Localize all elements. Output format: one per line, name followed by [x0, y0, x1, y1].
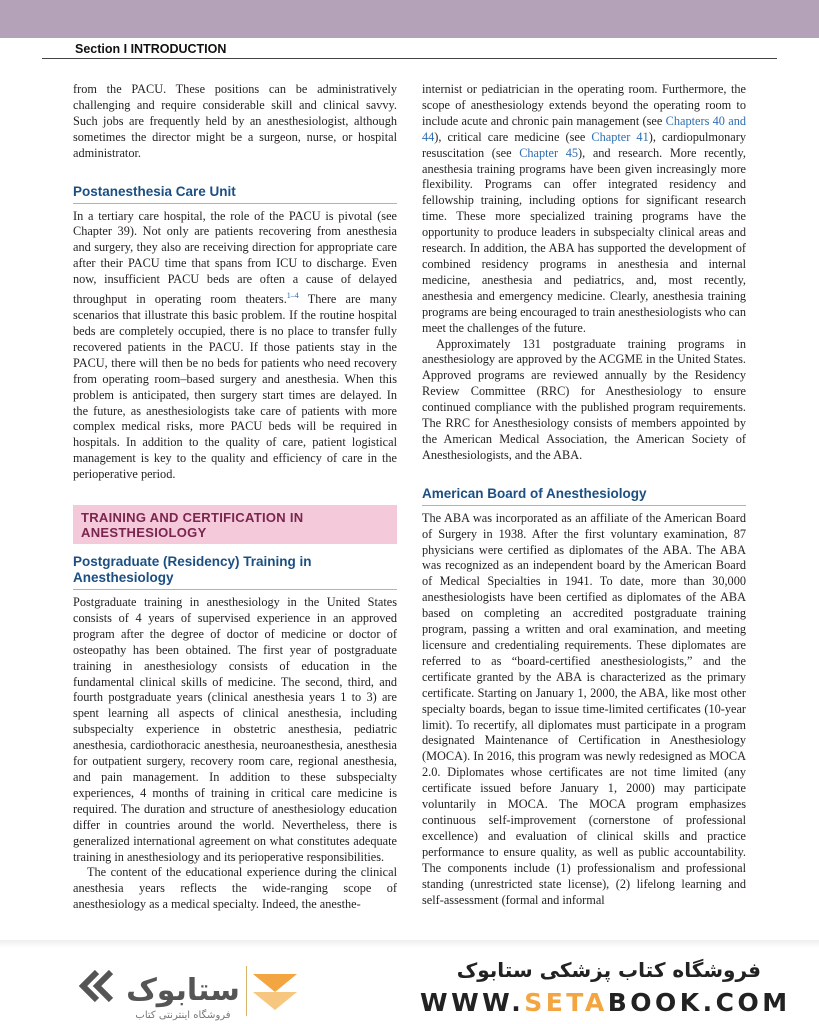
- section-header-rule: [42, 58, 777, 59]
- url-suffix: BOOK.COM: [607, 988, 791, 1017]
- url-prefix: WWW.: [420, 988, 525, 1017]
- residency-heading-rule: [73, 589, 397, 590]
- scope-text-b: ), critical care medicine (see: [434, 129, 592, 144]
- aba-heading-rule: [422, 505, 746, 506]
- left-column: [73, 82, 397, 913]
- training-banner: TRAINING AND CERTIFICATION IN ANESTHESIOLOGY: [73, 505, 397, 544]
- footer-fade: [0, 940, 819, 948]
- residency-paragraph-1: Postgraduate training in anesthesiology in the United States consists of 4 years of supervised experience in an approved program after the degree of doctor of medicine or doctor of osteopathy has been obtained. The first year of postgraduate training in anesthesiology consists of education in the fundamental clinical skills of medicine. The second, third, and fourth postgraduate years (clinical anesthesia years 1 to 3) are spent learning all aspects of clinical anesthesia, including subspecialty experience in obstetric anesthesia, pediatric anesthesia, cardiothoracic anesthesia, neuroanesthesia, anesthesia for outpatient surgery, recovery room care, regional anesthesia, and pain management. In addition to these subspecialty experiences, 4 months of training in critical care medicine is required. The duration and structure of anesthesiology education differ in countries around the world. Nevertheless, there is generalized international agreement on what constitutes adequate training in anesthesiology and its perioperative responsibilities.: [73, 595, 397, 864]
- logo-tagline: فروشگاه اینترنتی کتاب: [135, 1010, 231, 1021]
- store-url-link[interactable]: [420, 988, 791, 1017]
- top-color-band: [0, 0, 819, 38]
- chapter-41-link[interactable]: Chapter 41: [591, 129, 649, 144]
- pacu-heading: Postanesthesia Care Unit: [73, 183, 236, 199]
- chevron-left-icon: [83, 972, 111, 1000]
- aba-heading: American Board of Anesthesiology: [422, 485, 647, 501]
- pacu-text-a: In a tertiary care hospital, the role of the PACU is pivotal (see Chapter 39). Not only are patients recovering from anesthesia and surgery, they also are receiving direction for appropriate care after their PACU time that spans from ICU to discharge. Even now, insufficient PACU beds are often a cause of delayed throughput in operating room theaters.: [73, 208, 397, 307]
- right-column: [422, 82, 746, 908]
- scope-paragraph: [422, 82, 746, 337]
- logo-wordmark: ستابوک: [126, 973, 240, 1008]
- scope-text-c: ), cardiopulmonary resuscitation (see: [422, 129, 746, 160]
- programs-paragraph: Approximately 131 postgraduate training programs in anesthesiology are approved by the ACGME in the United States. Approved programs are reviewed annually by the Residency Review Committee (RRC) for Anesthesiology to ensure continued compliance with the published program requirements. The RRC for Anesthesiology consists of members appointed by the American Medical Association, the American Society of Anesthesiologists, and the ABA.: [422, 336, 746, 462]
- pacu-reference-link[interactable]: 1–4: [286, 291, 299, 301]
- logo-divider: [246, 966, 247, 1016]
- chevron-down-icon: [253, 974, 297, 1010]
- aba-paragraph: The ABA was incorporated as an affiliate of the American Board of Surgery in 1938. After the first voluntary examination, 87 physicians were certified as diplomates of the ABA. The ABA was recognized as an independent board by the American Board of Medical Specialties in 1941. To date, more than 30,000 anesthesiologists have been certified as diplomates of the ABA based on completing an accredited postgraduate training program, passing a written and oral examination, and meeting licensure and credentialing requirements. These diplomates are referred to as “board-certified anesthesiologists,” and the certificate granted by the ABA is characterized as the primary certificate. Starting on January 1, 2000, the ABA, like most other specialty boards, began to issue time-limited certificates (10-year limit). To recertify, all diplomates must participate in a program designated Maintenance of Certification in Anesthesiology (MOCA). In 2016, this program was newly redesigned as MOCA 2.0. Diplomates whose certificates are not time limited (any certificate issued before January 1, 2000) may participate voluntarily in MOCA. The MOCA program emphasizes continuous self-improvement (cornerstone of professional excellence) and evaluation of clinical skills and practice performance to ensure quality, as well as public accountability. The components include (1) professionalism and professional standing (unrestricted state license), (2) lifelong learning and self-assessment (formal and informal: [422, 510, 746, 907]
- setabook-logo: [75, 962, 315, 1022]
- scope-text-a: internist or pediatrician in the operating room. Furthermore, the scope of anesthesiology extends beyond the operating room to include acute and chronic pain management (see: [422, 82, 746, 128]
- residency-heading: Postgraduate (Residency) Training in Anesthesiology: [73, 554, 312, 586]
- section-header: Section I INTRODUCTION: [75, 42, 227, 56]
- pacu-heading-rule: [73, 203, 397, 204]
- pacu-text-b: There are many scenarios that illustrate this basic problem. If the routine hospital beds are completely occupied, there is no place to transfer fully recovered patients in the PACU. If those patients stay in the PACU, there will then be no beds for patients who need recovery from operating room–based surgery and anesthesia. When this problem is anticipated, then surgery start times are delayed. In the future, as anesthesiologists take care of patients with more complex medical risks, more PACU beds will be required in hospitals. In addition to the quality of care, patient logistical management is key to the quality and efficiency of care in the perioperative period.: [73, 292, 397, 482]
- chapter-45-link[interactable]: Chapter 45: [519, 145, 579, 160]
- intro-paragraph: from the PACU. These positions can be administratively challenging and require considerable skill and clinical savvy. Such jobs are frequently held by an anesthesiologist, although sometimes the director might be a surgeon, nurse, or hospital administrator.: [73, 82, 397, 160]
- pacu-paragraph: [73, 209, 397, 484]
- residency-paragraph-2: The content of the educational experience during the clinical anesthesia years reflects the wide-ranging scope of anesthesiology as a medical specialty. Indeed, the anesthe-: [73, 865, 397, 912]
- url-highlight: SETA: [524, 988, 608, 1017]
- store-name: فروشگاه کتاب پزشکی ستابوک: [456, 958, 761, 982]
- chapters-40-44-link[interactable]: Chapters 40 and 44: [422, 113, 746, 144]
- scope-text-d: ), and research. More recently, anesthesia training programs have been given increasingly more flexibility. Programs can offer integrated residency and fellowship training, including options for significant research time. These more specialized training programs have the opportunity to produce leaders in subspecialty clinical areas and research. In addition, the ABA has supported the development of combined residency programs in anesthesia and internal medicine, anesthesia and pediatrics, and, most recently, anesthesia and emergency medicine. Clearly, anesthesia training programs are being encouraged to train anesthesiologists who can meet the challenges of the future.: [422, 145, 746, 335]
